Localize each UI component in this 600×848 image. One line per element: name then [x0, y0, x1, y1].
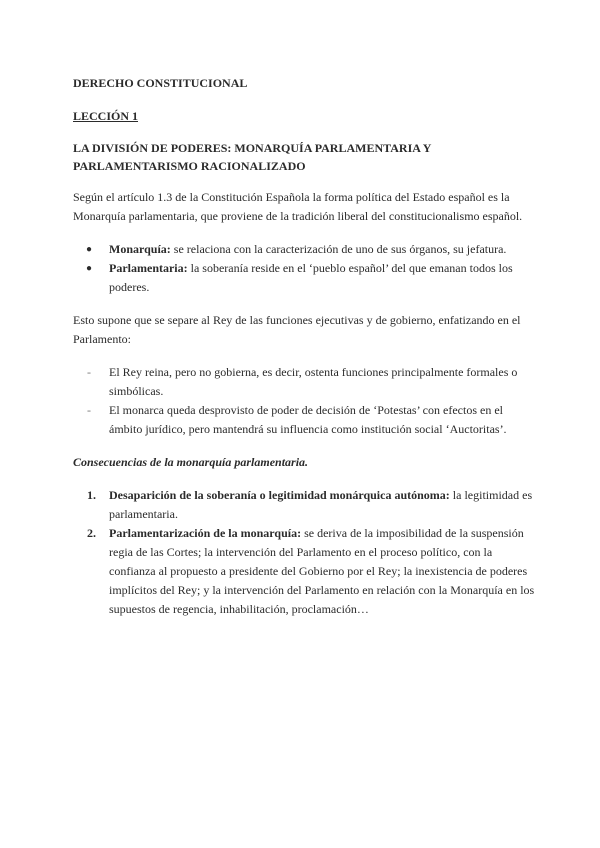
list-item-text: El Rey reina, pero no gobierna, es decir, ostenta funciones principalmente formales o simbólicas. — [109, 365, 518, 398]
list-item — [73, 240, 535, 259]
lesson-label: LECCIÓN 1 — [73, 109, 139, 123]
list-item-text: se relaciona con la caracterización de uno de sus órganos, su jefatura. — [170, 242, 507, 256]
list-item-term: Parlamentarización de la monarquía: — [109, 526, 302, 540]
lesson-heading: LA DIVISIÓN DE PODERES: MONARQUÍA PARLAMENTARIA Y PARLAMENTARISMO RACIONALIZADO — [73, 141, 432, 173]
list-item-text: se deriva de la imposibilidad de la suspensión regia de las Cortes; la intervención del Parlamento en el proceso político, con la confianza al propuesto a presidente del Gobierno por el Rey; la inexistencia de poderes implícitos del Rey; y la intervención del Parlamento en relación con la Monarquía en los supuestos de regencia, inhabilitación, proclamación… — [109, 526, 535, 616]
list-item-text: la soberanía reside en el ‘pueblo español’ del que emanan todos los poderes. — [109, 261, 513, 294]
dash-marker: - — [87, 403, 91, 417]
list-item — [73, 363, 535, 401]
course-title: DERECHO CONSTITUCIONAL — [73, 76, 248, 90]
list-item-text: la legitimidad es parlamentaria. — [109, 488, 533, 521]
dash-list — [73, 363, 535, 439]
bullet-icon: ● — [86, 244, 93, 255]
bullet-list — [73, 240, 535, 297]
list-number: 2. — [87, 526, 96, 540]
separation-paragraph: Esto supone que se separe al Rey de las funciones ejecutivas y de gobierno, enfatizando en el Parlamento: — [73, 313, 521, 346]
dash-marker: - — [87, 365, 91, 379]
numbered-list — [73, 486, 535, 619]
list-item — [73, 259, 535, 297]
intro-paragraph: Según el artículo 1.3 de la Constitución Española la forma política del Estado español es la Monarquía parlamentaria, que proviene de la tradición liberal del constitucionalismo español. — [73, 190, 523, 223]
consequences-heading: Consecuencias de la monarquía parlamentaria. — [73, 455, 309, 469]
bullet-icon: ● — [86, 263, 93, 274]
list-item-term: Desaparición de la soberanía o legitimidad monárquica autónoma: — [109, 488, 450, 502]
list-item — [73, 524, 535, 619]
document-body — [73, 74, 535, 619]
list-item-term: Parlamentaria: — [109, 261, 188, 275]
list-item — [73, 401, 535, 439]
list-item-text: El monarca queda desprovisto de poder de decisión de ‘Potestas’ con efectos en el ámbito jurídico, pero mantendrá su influencia como institución social ‘Auctoritas’. — [109, 403, 507, 436]
list-item-term: Monarquía: — [109, 242, 171, 256]
list-item — [73, 486, 535, 524]
list-number: 1. — [87, 488, 96, 502]
